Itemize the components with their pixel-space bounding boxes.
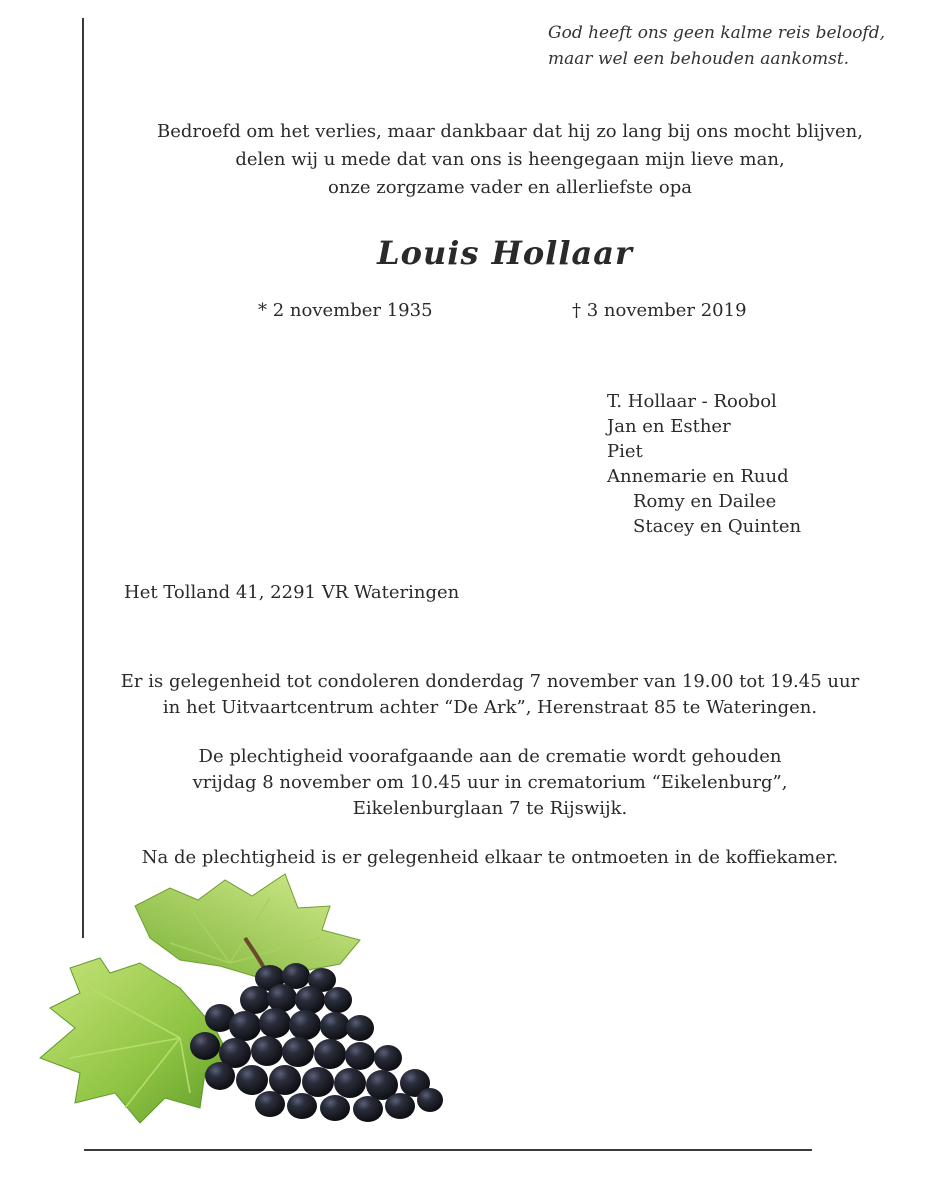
vine-leaf	[135, 874, 360, 978]
afterwards-line: Na de plechtigheid is er gelegenheid elkaar te ontmoeten in de koffiekamer.	[141, 847, 839, 868]
ceremony-line: De plechtigheid voorafgaande aan de crematie wordt gehouden	[198, 746, 782, 767]
family-member-grandchild: Stacey en Quinten	[633, 516, 802, 537]
family-member-grandchild: Romy en Dailee	[633, 491, 777, 512]
birth-date: * 2 november 1935	[258, 300, 433, 321]
correspondence-address: Het Tolland 41, 2291 VR Wateringen	[124, 582, 460, 603]
deceased-name: Louis Hollaar	[377, 234, 633, 272]
announcement-intro	[100, 118, 920, 202]
ceremony-line: vrijdag 8 november om 10.45 uur in crematorium “Eikelenburg”,	[192, 772, 788, 793]
left-vertical-rule	[82, 18, 84, 938]
motto-line: maar wel een behouden aankomst.	[548, 49, 850, 69]
intro-line: delen wij u mede dat van ons is heengegaan mijn lieve man,	[235, 149, 785, 170]
ceremony-line: Eikelenburglaan 7 te Rijswijk.	[352, 798, 628, 819]
grapes-illustration	[30, 868, 450, 1133]
family-member: T. Hollaar - Roobol	[607, 391, 777, 412]
death-date: † 3 november 2019	[572, 300, 747, 321]
condolence-line: Er is gelegenheid tot condoleren donderdag 7 november van 19.00 tot 19.45 uur	[120, 671, 860, 692]
bottom-horizontal-rule	[84, 1149, 812, 1151]
grape-cluster	[190, 963, 443, 1122]
family-member: Piet	[607, 441, 643, 462]
ceremony-info	[90, 744, 890, 822]
intro-line: Bedroefd om het verlies, maar dankbaar dat hij zo lang bij ons mocht blijven,	[157, 121, 863, 142]
condolence-info	[90, 669, 890, 721]
intro-line: onze zorgzame vader en allerliefste opa	[327, 177, 693, 198]
condolence-line: in het Uitvaartcentrum achter “De Ark”, Herenstraat 85 te Wateringen.	[162, 697, 818, 718]
family-list	[607, 389, 801, 539]
family-member: Jan en Esther	[607, 416, 731, 437]
motto-line: God heeft ons geen kalme reis beloofd,	[548, 23, 886, 43]
motto	[548, 20, 885, 72]
family-member: Annemarie en Ruud	[607, 466, 789, 487]
